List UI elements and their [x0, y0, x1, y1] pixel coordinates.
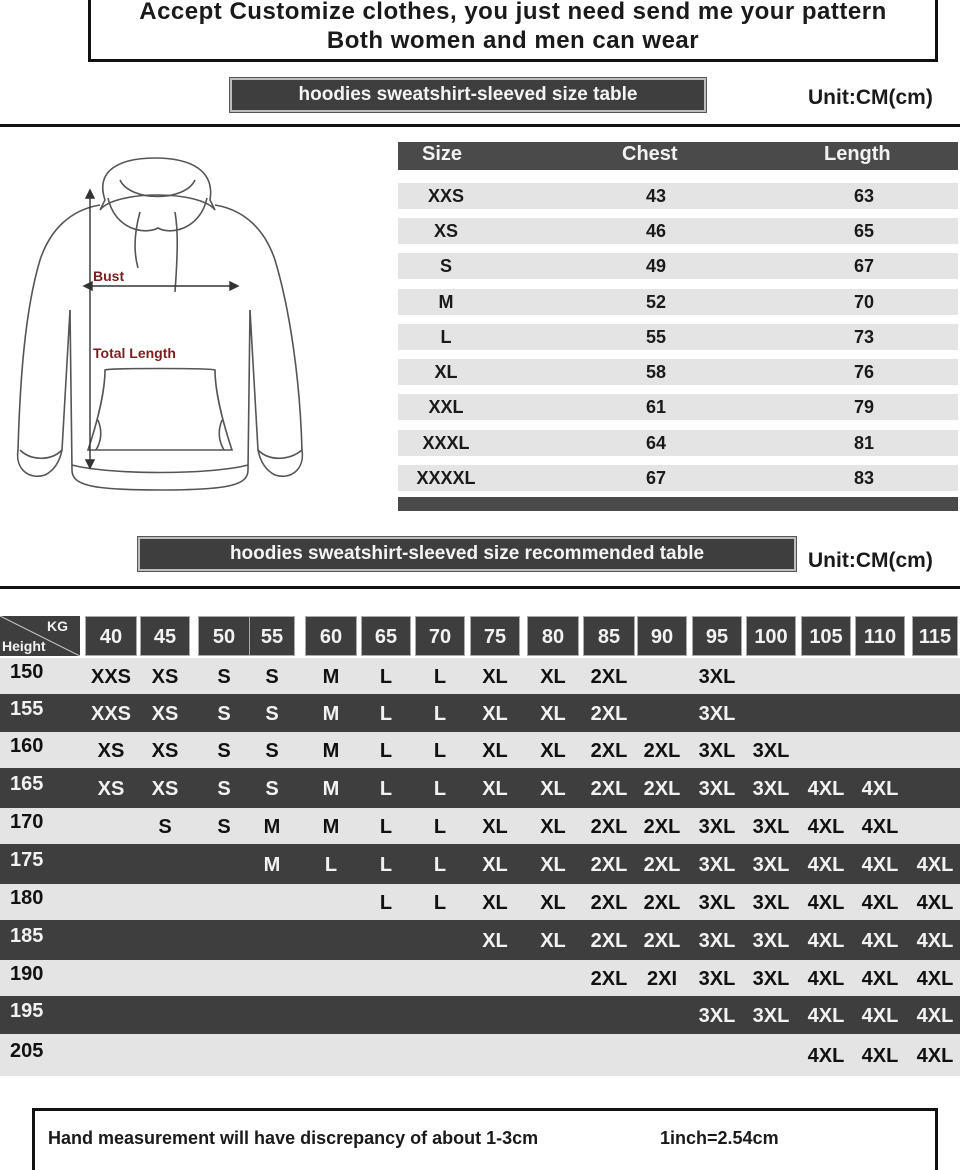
size-cell: 2XL — [643, 930, 681, 952]
table-row — [398, 218, 958, 244]
recommend-table-unit: Unit:CM(cm) — [808, 549, 933, 572]
table-row — [0, 996, 960, 1034]
recommend-table-banner: hoodies sweatshirt-sleeved size recommended table — [138, 537, 796, 571]
size-cell: 2XL — [590, 930, 628, 952]
size-cell: XL — [540, 930, 566, 952]
size-cell: 4XL — [916, 1005, 954, 1027]
size-cell: 3XL — [698, 854, 736, 876]
size-cell: XS — [151, 740, 179, 762]
weight-header-cell: 55 — [249, 616, 295, 656]
size-cell: XL — [482, 703, 508, 725]
table-row — [0, 658, 960, 694]
measurement-note: Hand measurement will have discrepancy of about 1-3cm — [48, 1128, 539, 1148]
size-cell: L — [379, 816, 393, 838]
size-cell: XL — [434, 362, 458, 382]
length-cell: 73 — [853, 327, 875, 347]
size-cell: L — [433, 854, 447, 876]
hoodie-diagram — [10, 150, 310, 510]
table-row — [0, 1034, 960, 1076]
size-cell: 3XL — [698, 740, 736, 762]
size-cell: S — [265, 740, 279, 762]
size-cell: 3XL — [698, 703, 736, 725]
size-cell: XXL — [428, 397, 464, 417]
weight-header-cell: 110 — [855, 616, 905, 656]
size-cell: XXS — [90, 666, 132, 688]
size-cell: L — [433, 816, 447, 838]
table-row — [0, 960, 960, 996]
size-cell: L — [433, 778, 447, 800]
chest-cell: 46 — [645, 221, 667, 241]
size-cell: S — [439, 256, 453, 276]
size-cell: L — [379, 778, 393, 800]
size-cell: L — [379, 703, 393, 725]
size-table-footer-bar — [398, 497, 958, 511]
size-cell: 4XL — [807, 1005, 845, 1027]
height-cell: 185 — [10, 925, 44, 947]
size-cell: 4XL — [916, 1045, 954, 1067]
size-cell: M — [322, 740, 340, 762]
size-cell: XS — [97, 740, 125, 762]
height-cell: 170 — [10, 811, 44, 833]
height-cell: 190 — [10, 963, 44, 985]
height-cell: 180 — [10, 887, 44, 909]
weight-header-cell: 75 — [470, 616, 520, 656]
size-cell: 3XL — [698, 968, 736, 990]
size-cell: 3XL — [752, 892, 790, 914]
size-cell: 4XL — [807, 930, 845, 952]
size-cell: XL — [540, 703, 566, 725]
size-cell: L — [379, 666, 393, 688]
weight-header-cell: 65 — [361, 616, 411, 656]
size-cell: XS — [97, 778, 125, 800]
size-cell: 2XL — [643, 778, 681, 800]
size-cell: XXXXL — [416, 468, 476, 488]
size-cell: XL — [482, 930, 508, 952]
height-cell: 205 — [10, 1040, 44, 1062]
height-cell: 150 — [10, 661, 44, 683]
size-cell: 4XL — [861, 930, 899, 952]
size-cell: XL — [540, 854, 566, 876]
chest-cell: 58 — [645, 362, 667, 382]
weight-header-cell: 105 — [801, 616, 851, 656]
length-cell: 65 — [853, 221, 875, 241]
total-length-label: Total Length — [93, 345, 176, 361]
size-column-header: Size — [422, 143, 463, 165]
table-row — [398, 394, 958, 420]
length-cell: 79 — [853, 397, 875, 417]
bust-label: Bust — [93, 268, 125, 284]
size-cell: M — [263, 816, 281, 838]
size-table-header — [398, 142, 958, 170]
size-table-banner: hoodies sweatshirt-sleeved size table — [230, 78, 706, 112]
size-cell: 2XL — [590, 968, 628, 990]
size-cell: XL — [540, 740, 566, 762]
size-cell: 2XI — [646, 968, 678, 990]
length-column-header: Length — [824, 143, 891, 165]
table-row — [0, 768, 960, 808]
weight-header-cell: 80 — [527, 616, 579, 656]
size-cell: S — [217, 778, 231, 800]
size-cell: 2XL — [590, 778, 628, 800]
size-cell: XL — [540, 892, 566, 914]
size-cell: 4XL — [916, 968, 954, 990]
size-cell: 4XL — [861, 1005, 899, 1027]
size-cell: S — [265, 666, 279, 688]
size-cell: 3XL — [698, 1005, 736, 1027]
size-cell: 3XL — [698, 816, 736, 838]
size-cell: 4XL — [861, 778, 899, 800]
length-cell: 83 — [853, 468, 875, 488]
length-cell: 70 — [853, 292, 875, 312]
size-cell: L — [440, 327, 452, 347]
size-cell: M — [322, 666, 340, 688]
size-cell: 2XL — [643, 740, 681, 762]
size-cell: 2XL — [590, 816, 628, 838]
size-cell: XL — [540, 778, 566, 800]
height-label: Height — [2, 638, 46, 654]
size-cell: 4XL — [861, 968, 899, 990]
size-cell: XS — [433, 221, 459, 241]
divider-line — [0, 124, 960, 127]
table-row — [0, 808, 960, 844]
size-cell: XS — [151, 778, 179, 800]
chest-cell: 55 — [645, 327, 667, 347]
table-row — [0, 732, 960, 768]
inch-conversion: 1inch=2.54cm — [660, 1128, 779, 1148]
chest-cell: 64 — [645, 433, 667, 453]
size-cell: 4XL — [916, 930, 954, 952]
size-cell: 3XL — [752, 740, 790, 762]
table-row — [398, 430, 958, 456]
size-cell: XXS — [427, 186, 465, 206]
table-row — [398, 253, 958, 279]
size-cell: S — [217, 740, 231, 762]
kg-label: KG — [47, 618, 68, 634]
size-cell: 4XL — [861, 854, 899, 876]
table-row — [0, 844, 960, 884]
size-cell: 3XL — [698, 930, 736, 952]
size-cell: 4XL — [916, 854, 954, 876]
height-cell: 195 — [10, 1000, 44, 1022]
size-cell: 4XL — [807, 968, 845, 990]
table-row — [398, 289, 958, 315]
size-cell: L — [324, 854, 338, 876]
weight-header-cell: 85 — [583, 616, 635, 656]
size-cell: 2XL — [643, 816, 681, 838]
size-cell: 4XL — [916, 892, 954, 914]
size-cell: 3XL — [752, 778, 790, 800]
header-line-2: Both women and men can wear — [326, 27, 700, 54]
size-cell: L — [379, 892, 393, 914]
length-cell: 63 — [853, 186, 875, 206]
size-cell: 3XL — [752, 968, 790, 990]
size-cell: 4XL — [807, 892, 845, 914]
length-cell: 67 — [853, 256, 875, 276]
length-cell: 81 — [853, 433, 875, 453]
size-cell: 2XL — [643, 854, 681, 876]
size-cell: XL — [482, 666, 508, 688]
size-cell: XL — [482, 854, 508, 876]
size-table-unit: Unit:CM(cm) — [808, 86, 933, 109]
size-cell: 3XL — [752, 816, 790, 838]
size-cell: 4XL — [807, 778, 845, 800]
table-row — [0, 694, 960, 732]
size-cell: 2XL — [590, 854, 628, 876]
size-cell: L — [433, 740, 447, 762]
size-cell: 3XL — [752, 930, 790, 952]
size-cell: XL — [540, 816, 566, 838]
size-cell: 3XL — [752, 1005, 790, 1027]
size-cell: XS — [151, 703, 179, 725]
size-cell: L — [433, 666, 447, 688]
size-cell: XS — [151, 666, 179, 688]
size-cell: 4XL — [807, 854, 845, 876]
size-cell: S — [158, 816, 172, 838]
table-row — [0, 920, 960, 960]
size-cell: XL — [482, 816, 508, 838]
weight-header-cell: 90 — [637, 616, 687, 656]
height-cell: 175 — [10, 849, 44, 871]
table-corner-cell — [0, 616, 80, 656]
size-cell: 3XL — [752, 854, 790, 876]
table-row — [398, 359, 958, 385]
size-cell: XL — [482, 892, 508, 914]
size-cell: 4XL — [807, 816, 845, 838]
size-cell: 4XL — [861, 816, 899, 838]
table-row — [0, 884, 960, 920]
weight-header-cell: 95 — [692, 616, 742, 656]
size-cell: L — [433, 892, 447, 914]
size-cell: S — [217, 666, 231, 688]
weight-header-cell: 40 — [85, 616, 137, 656]
size-cell: XL — [482, 778, 508, 800]
size-cell: 2XL — [590, 666, 628, 688]
size-cell: S — [265, 703, 279, 725]
table-row — [398, 183, 958, 209]
size-cell: S — [217, 703, 231, 725]
size-cell: 3XL — [698, 778, 736, 800]
size-cell: XXS — [90, 703, 132, 725]
chest-cell: 49 — [645, 256, 667, 276]
chest-cell: 61 — [645, 397, 667, 417]
chest-column-header: Chest — [622, 143, 678, 165]
weight-header-cell: 70 — [415, 616, 465, 656]
chest-cell: 52 — [645, 292, 667, 312]
size-cell: 3XL — [698, 666, 736, 688]
chest-cell: 67 — [645, 468, 667, 488]
size-cell: 2XL — [590, 703, 628, 725]
size-cell: M — [438, 292, 454, 312]
weight-header-cell: 60 — [305, 616, 357, 656]
weight-header-cell: 100 — [746, 616, 796, 656]
size-cell: 2XL — [590, 740, 628, 762]
size-cell: 4XL — [861, 1045, 899, 1067]
weight-header-cell: 50 — [198, 616, 250, 656]
size-cell: 3XL — [698, 892, 736, 914]
chest-cell: 43 — [645, 186, 667, 206]
size-cell: L — [433, 703, 447, 725]
height-cell: 165 — [10, 773, 44, 795]
size-cell: M — [322, 703, 340, 725]
length-cell: 76 — [853, 362, 875, 382]
size-cell: L — [379, 740, 393, 762]
size-cell: S — [265, 778, 279, 800]
divider-line-2 — [0, 586, 960, 589]
size-cell: M — [322, 778, 340, 800]
table-row — [398, 324, 958, 350]
size-cell: XXXL — [422, 433, 470, 453]
weight-header-cell: 45 — [140, 616, 190, 656]
header-line-1: Accept Customize clothes, you just need send me your pattern — [139, 0, 887, 25]
height-cell: 160 — [10, 735, 44, 757]
table-row — [398, 465, 958, 491]
size-cell: XL — [540, 666, 566, 688]
size-cell: M — [322, 816, 340, 838]
size-cell: 2XL — [590, 892, 628, 914]
size-cell: M — [263, 854, 281, 876]
weight-header-cell: 115 — [912, 616, 958, 656]
size-cell: 4XL — [807, 1045, 845, 1067]
size-cell: L — [379, 854, 393, 876]
size-cell: 2XL — [643, 892, 681, 914]
size-cell: S — [217, 816, 231, 838]
size-cell: XL — [482, 740, 508, 762]
size-cell: 4XL — [861, 892, 899, 914]
height-cell: 155 — [10, 698, 44, 720]
